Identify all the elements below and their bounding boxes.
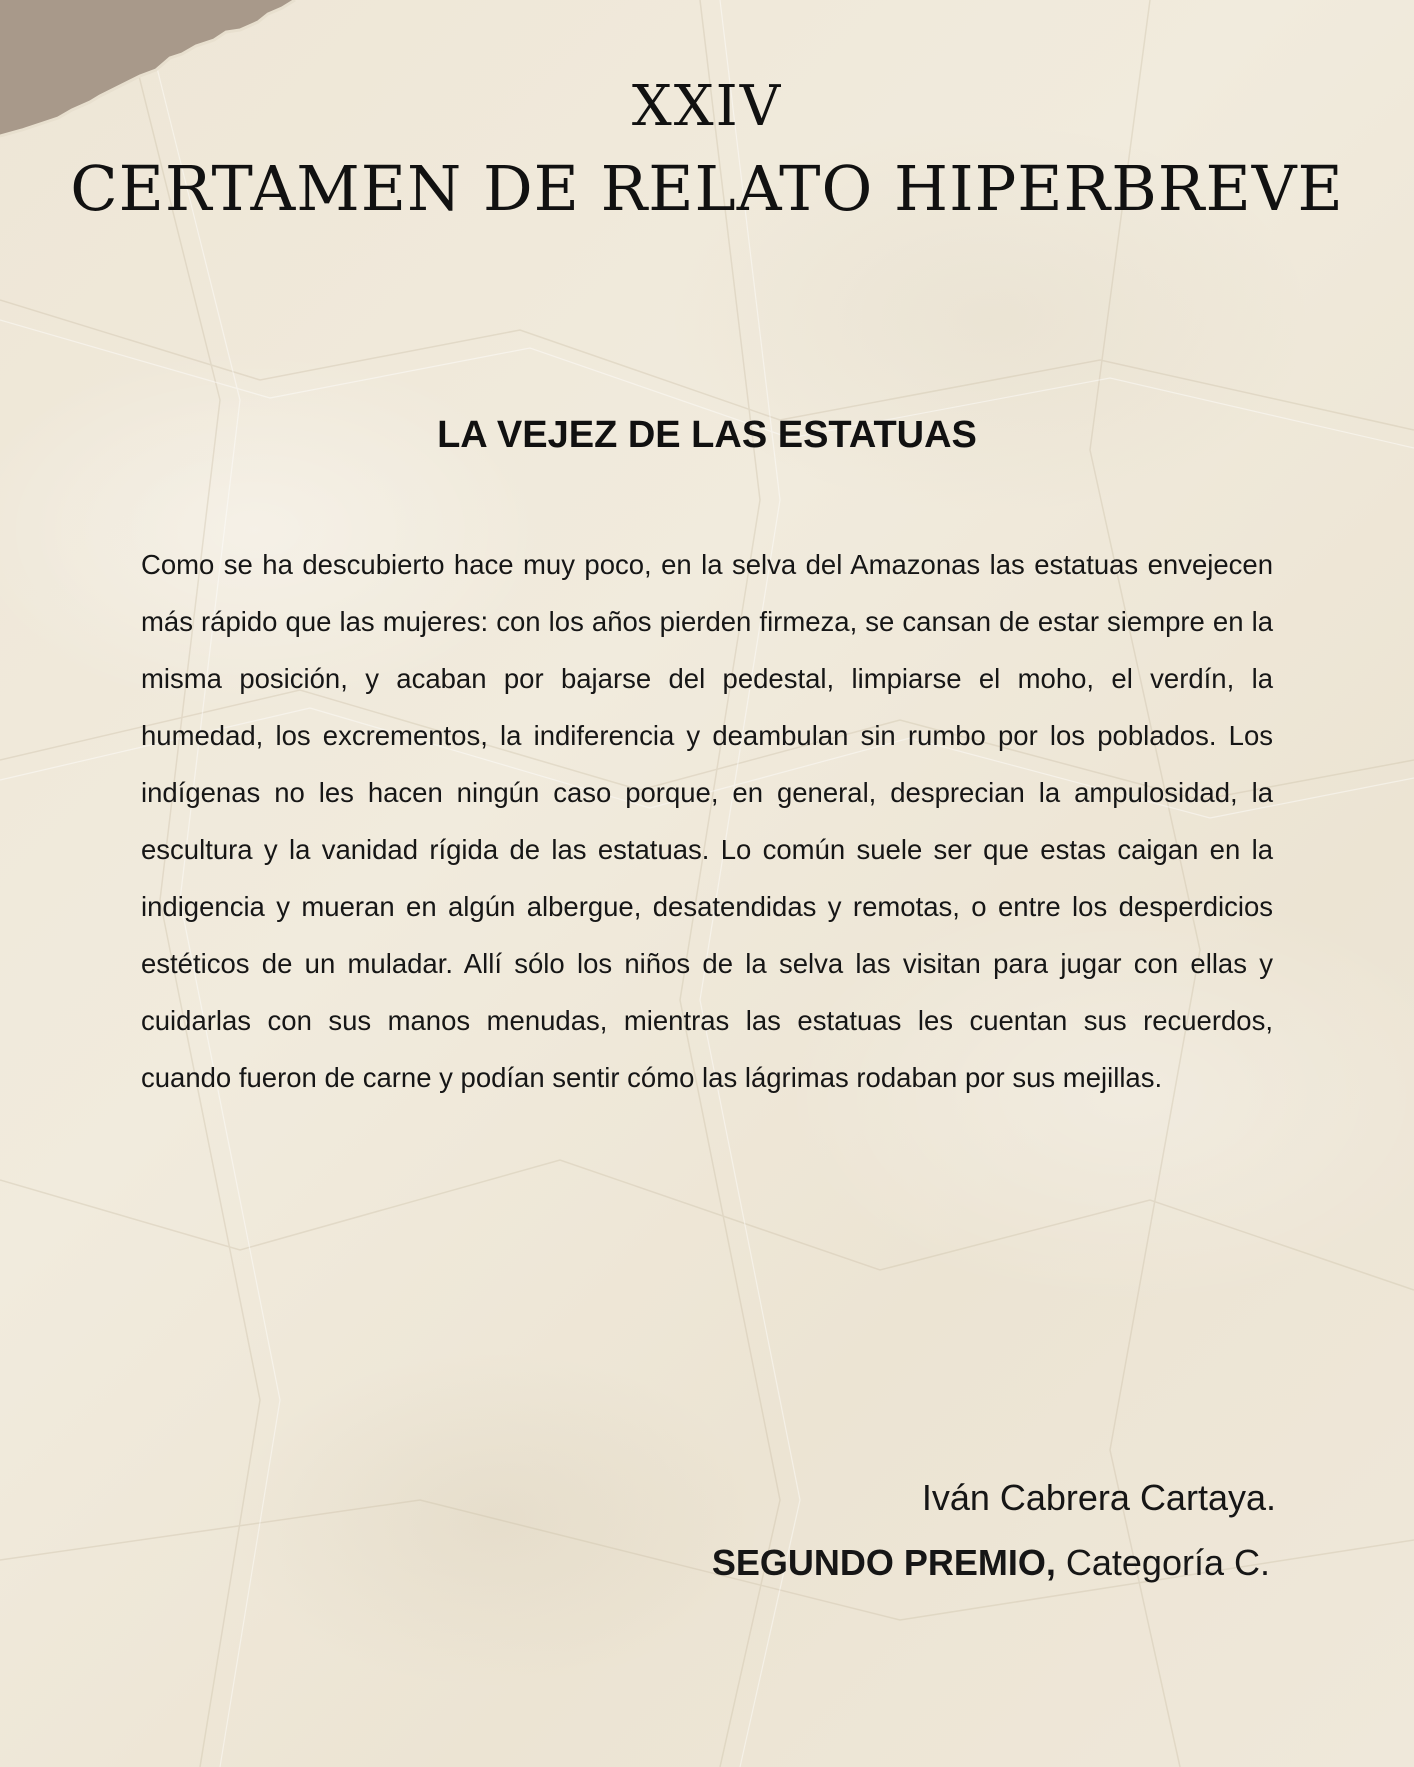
award-line xyxy=(560,1534,1270,1592)
award-category: Categoría C. xyxy=(1055,1542,1270,1583)
story-text: Como se ha descubierto hace muy poco, en la selva del Amazonas las estatuas envejecen más rápido que las mujeres: con los años pierden firmeza, se cansan de estar siempre en la misma posición, y acaban por bajarse del pedestal, limpiarse el moho, el verdín, la humedad, los excrementos, la indiferencia y deambulan sin rumbo por los poblados. Los indígenas no les hacen ningún caso porque, en general, desprecian la ampulosidad, la escultura y la vanidad rígida de las estatuas. Lo común suele ser que estas caigan en la indigencia y mueran en algún albergue, desatendidas y remotas, o entre los desperdicios estéticos de un muladar. Allí sólo los niños de la selva las visitan para jugar con ellas y cuidarlas con sus manos menudas, mientras las estatuas les cuentan sus recuerdos, cuando fueron de carne y podían sentir cómo las lágrimas rodaban por sus mejillas. xyxy=(141,549,1273,1093)
award-label: SEGUNDO PREMIO, xyxy=(711,1542,1056,1583)
story-title: LA VEJEZ DE LAS ESTATUAS xyxy=(437,414,977,456)
contest-title: CERTAMEN DE RELATO HIPERBREVE xyxy=(70,152,1344,225)
contest-edition-number: XXIV xyxy=(631,74,783,139)
author-name: Iván Cabrera Cartaya. xyxy=(921,1477,1276,1518)
